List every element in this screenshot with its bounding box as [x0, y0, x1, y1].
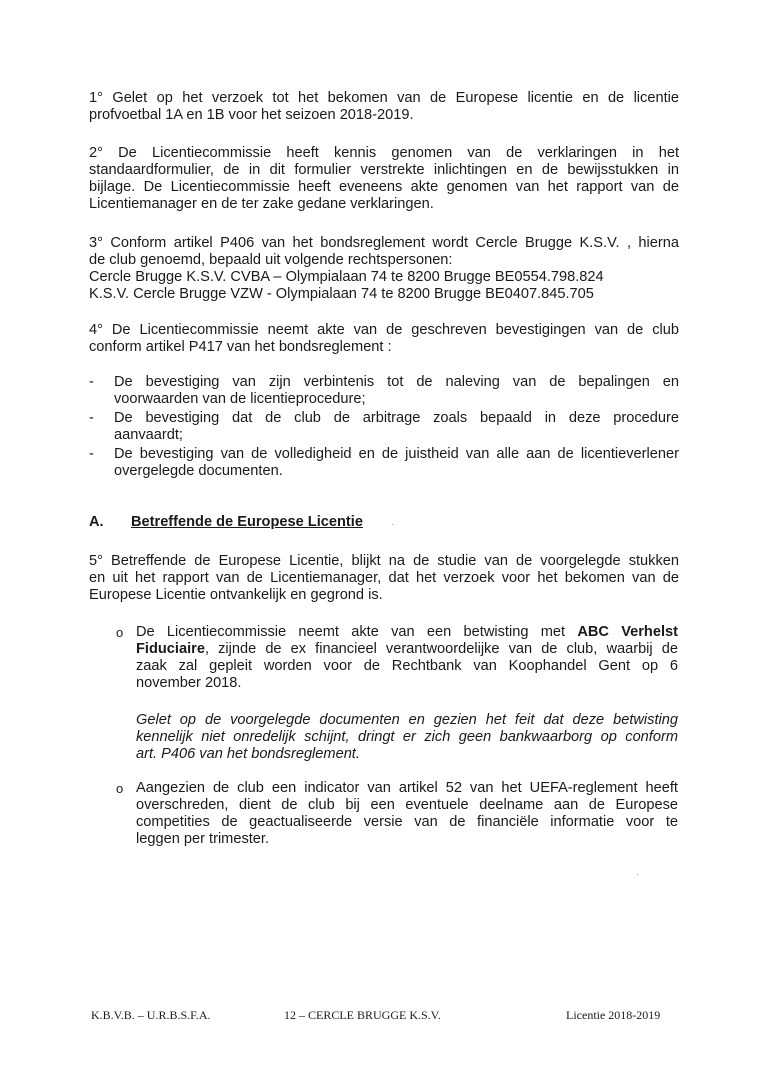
list-dash: - — [89, 374, 94, 390]
paragraph-3-line: K.S.V. Cercle Brugge VZW - Olympialaan 74 te 8200 Brugge BE0407.845.705 — [89, 286, 594, 302]
paragraph-3 — [89, 235, 679, 303]
footer-right: Licentie 2018-2019 — [566, 1008, 661, 1022]
paragraph-3-line: de club genoemd, bepaald uit volgende rechtspersonen: — [89, 252, 453, 268]
scan-mark: · — [636, 869, 640, 880]
paragraph-2-line: standaardformulier, de in dit formulier verstrekte inlichtingen en de bewijsstukken in — [89, 162, 679, 178]
paragraph-4-line: 4° De Licentiecommissie neemt akte van de geschreven bevestigingen van de club — [89, 322, 679, 338]
scan-mark: · — [391, 519, 395, 530]
paragraph-2-line: Licentiemanager en de ter zake gedane verklaringen. — [89, 196, 434, 212]
list-dash: - — [89, 410, 94, 426]
list-item-line: De bevestiging dat de club de arbitrage zoals bepaald in deze procedure — [114, 410, 679, 426]
bullet-1-line — [136, 624, 678, 641]
list-item-line: De bevestiging van de volledigheid en de juistheid van alle aan de licentieverlener — [114, 446, 679, 462]
bullet-2-line: overschreden, dient de club bij een eventuele deelname aan de Europese — [136, 797, 678, 813]
italic-note — [136, 712, 678, 763]
paragraph-2-line: bijlage. De Licentiecommissie heeft eveneens akte genomen van het rapport van de — [89, 179, 679, 195]
bullet-1-line: zaak zal gepleit worden voor de Rechtbank van Koophandel Gent op 6 — [136, 658, 678, 674]
bullet-2-line: competities de geactualiseerde versie van de financiële informatie voor te — [136, 814, 678, 830]
bullet-1-line: november 2018. — [136, 675, 242, 691]
bullet-2-line: Aangezien de club een indicator van artikel 52 van het UEFA-reglement heeft — [136, 780, 678, 796]
italic-note-line: kennelijk niet onredelijk schijnt, dringt er zich geen bankwaarborg op conform — [136, 729, 678, 745]
paragraph-5-line: en uit het rapport van de Licentiemanager, dat het verzoek voor het bekomen van de — [89, 570, 679, 586]
bullet-1-bold: Fiduciaire — [136, 641, 205, 657]
list-item-line: aanvaardt; — [114, 427, 183, 443]
circle-bullet-icon: o — [116, 781, 124, 796]
paragraph-5 — [89, 553, 679, 604]
list-item-line: voorwaarden van de licentieprocedure; — [114, 391, 366, 407]
paragraph-4-line: conform artikel P417 van het bondsreglement : — [89, 339, 392, 355]
footer-center: 12 – CERCLE BRUGGE K.S.V. — [284, 1008, 441, 1022]
list-item-line: overgelegde documenten. — [114, 463, 283, 479]
bullet-1-bold: ABC Verhelst — [577, 624, 678, 640]
paragraph-3-line: Cercle Brugge K.S.V. CVBA – Olympialaan 74 te 8200 Brugge BE0554.798.824 — [89, 269, 604, 285]
bullet-1-line — [136, 641, 678, 658]
section-letter: A. — [89, 514, 104, 530]
bullet-item-1 — [136, 624, 678, 692]
bullet-item-2 — [136, 780, 678, 848]
paragraph-2-line: 2° De Licentiecommissie heeft kennis genomen van de verklaringen in het — [89, 145, 679, 161]
section-title: Betreffende de Europese Licentie — [131, 514, 363, 530]
circle-bullet-icon: o — [116, 625, 124, 640]
list-item-line: De bevestiging van zijn verbintenis tot de naleving van de bepalingen en — [114, 374, 679, 390]
paragraph-5-line: 5° Betreffende de Europese Licentie, blijkt na de studie van de voorgelegde stukken — [89, 553, 679, 569]
paragraph-1-line: profvoetbal 1A en 1B voor het seizoen 2018-2019. — [89, 107, 414, 123]
paragraph-2 — [89, 145, 679, 213]
paragraph-4 — [89, 322, 679, 356]
paragraph-1 — [89, 90, 679, 124]
paragraph-3-line: 3° Conform artikel P406 van het bondsreglement wordt Cercle Brugge K.S.V. , hierna — [89, 235, 679, 251]
bullet-1-text: De Licentiecommissie neemt akte van een betwisting met — [136, 624, 578, 640]
bullet-1-text: , zijnde de ex financieel verantwoordelijke van de club, waarbij de — [204, 641, 678, 657]
italic-note-line: Gelet op de voorgelegde documenten en gezien het feit dat deze betwisting — [136, 712, 678, 728]
bullet-2-line: leggen per trimester. — [136, 831, 270, 847]
footer-left: K.B.V.B. – U.R.B.S.F.A. — [91, 1008, 211, 1022]
italic-note-line: art. P406 van het bondsreglement. — [136, 746, 360, 762]
paragraph-1-line: 1° Gelet op het verzoek tot het bekomen van de Europese licentie en de licentie — [89, 90, 679, 106]
list-dash: - — [89, 446, 94, 462]
paragraph-5-line: Europese Licentie ontvankelijk en gegrond is. — [89, 587, 383, 603]
